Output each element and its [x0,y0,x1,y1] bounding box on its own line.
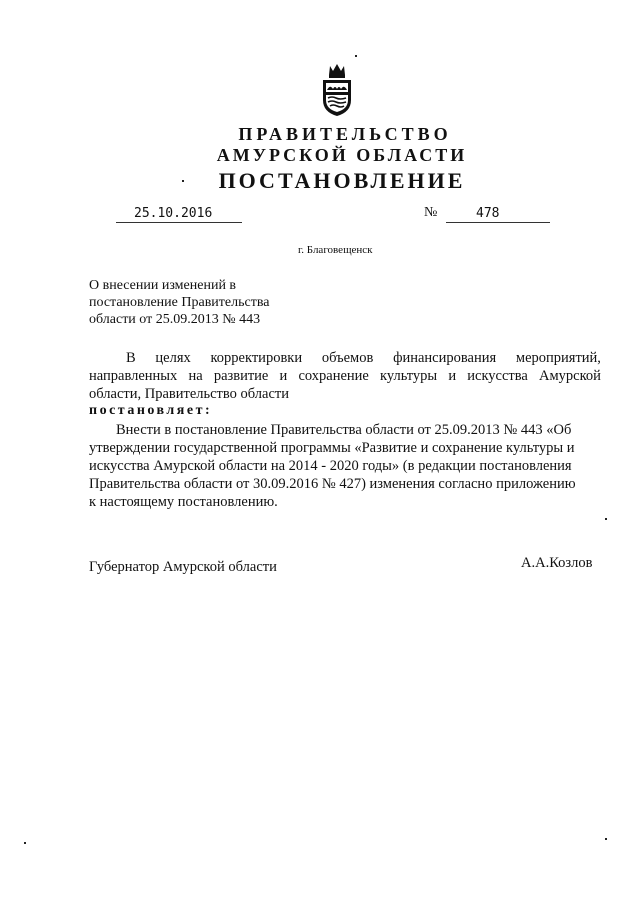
subject-line: постановление Правительства [89,295,270,310]
preamble-word: и [279,368,288,384]
decision-line: Правительства области от 30.09.2016 № 427) изменения согласно приложению [89,476,576,492]
decision-line: Внести в постановление Правительства области от 25.09.2013 № 443 «Об [116,422,572,438]
signatory-name: А.А.Козлов [521,555,593,571]
signatory-title: Губернатор Амурской области [89,559,277,575]
preamble-line [89,367,601,385]
document-number: 478 [446,206,550,223]
preamble-line: области, Правительство области [89,386,289,402]
scan-artifact [605,518,607,520]
preamble-word: мероприятий, [515,350,601,366]
document-type-title: ПОСТАНОВЛЕНИЕ [218,168,466,193]
preamble-word: В [126,350,136,366]
preamble-word: сохранение [298,368,369,384]
preamble-word: Амурской [539,368,601,384]
subject-line: О внесении изменений в [89,278,237,293]
preamble-line [89,349,601,367]
scan-artifact [605,838,607,840]
number-sign: № [424,205,438,220]
preamble-word: направленных [89,368,178,384]
preamble-word: на [188,368,203,384]
government-title: ПРАВИТЕЛЬСТВО [238,124,452,144]
decision-line: утверждении государственной программы «Развитие и сохранение культуры и [89,440,575,456]
region-title: АМУРСКОЙ ОБЛАСТИ [216,145,468,165]
scan-artifact [355,55,357,57]
preamble-word: и [448,368,457,384]
decision-line: искусства Амурской области на 2014 - 2020 годы» (в редакции постановления [89,458,572,474]
preamble-word: целях [155,350,191,366]
subject-line: области от 25.09.2013 № 443 [89,312,261,327]
preamble-word: развитие [213,368,269,384]
decision-line: к настоящему постановлению. [89,494,278,510]
preamble-word: искусства [467,368,528,384]
city-of-issue: г. Благовещенск [298,244,373,256]
scan-artifact [24,842,26,844]
scan-artifact [182,180,184,182]
document-date: 25.10.2016 [116,206,242,223]
preamble-word: объемов [321,350,374,366]
preamble-word: корректировки [210,350,303,366]
document-subject [89,277,349,328]
preamble-paragraph [89,349,601,403]
preamble-word: культуры [380,368,438,384]
amur-oblast-coat-of-arms-icon [317,62,357,118]
decision-paragraph [89,421,601,511]
resolves-keyword: постановляет: [89,403,213,418]
preamble-word: финансирования [393,350,497,366]
